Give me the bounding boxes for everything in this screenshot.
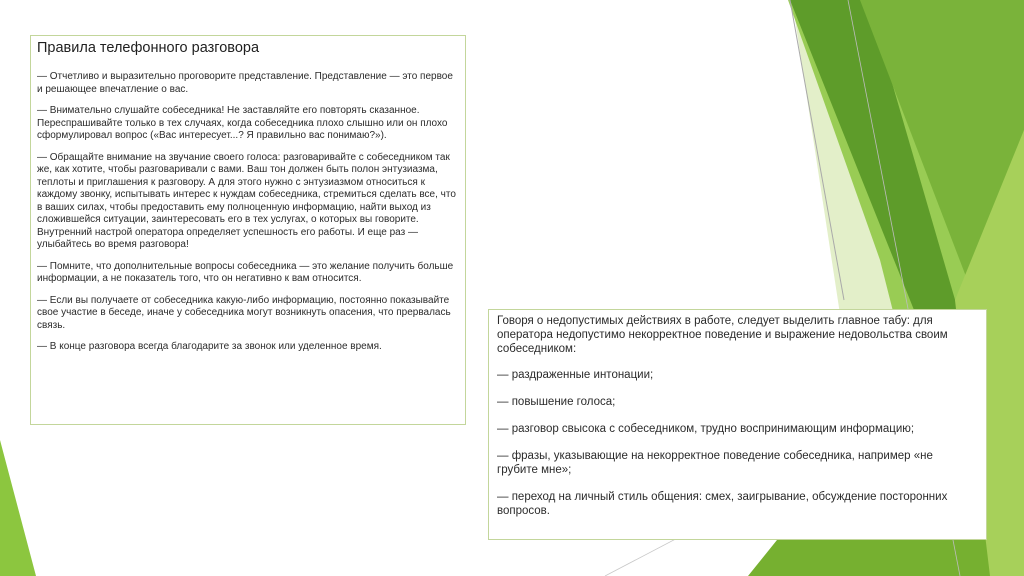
phone-rules-title: Правила телефонного разговора bbox=[37, 40, 260, 56]
rule-paragraph: — В конце разговора всегда благодарите за звонок или уделенное время. bbox=[37, 341, 382, 352]
taboo-item: — разговор свысока с собеседником, трудно воспринимающим информацию; bbox=[497, 423, 915, 435]
taboo-item: — переход на личный стиль общения: смех, заигрывание, обсуждение посторонних вопросов. bbox=[497, 491, 948, 517]
rule-paragraph: — Обращайте внимание на звучание своего голоса: разговаривайте с собеседником так же, как хотите, чтобы разговаривали с вами. Ваш тон должен быть полон энтузиазма, теплоты и приглашения к разговору. А для этого нужно с энтузиазмом относиться к каждому звонку, испытывать интерес к нуждам собеседника, стремиться сделать все, что в ваших силах, чтобы предоставить ему полноценную информацию, найти выход из сложившейся ситуации, заинтересовать его в тех услугах, о которых вы говорите. Внутренний настрой оператора определяет успешность его работы. И еще раз — улыбайтесь во время разговора! bbox=[37, 151, 456, 250]
rule-paragraph: — Если вы получаете от собеседника какую-либо информацию, постоянно показывайте свое участие в беседе, иначе у собеседника могут возникнуть опасения, что прервалась связь. bbox=[37, 294, 451, 331]
taboo-card bbox=[488, 309, 987, 540]
rule-paragraph: — Отчетливо и выразительно проговорите представление. Представление — это первое и решающее впечатление о вас. bbox=[37, 71, 453, 95]
taboo-item: — повышение голоса; bbox=[497, 396, 616, 408]
taboo-lead-text: Говоря о недопустимых действиях в работе, следует выделить главное табу: для оператора недопустимо некорректное поведение и выражение недовольства своим собеседником: bbox=[497, 315, 948, 355]
phone-rules-card bbox=[30, 35, 466, 425]
taboo-item: — фразы, указывающие на некорректное поведение собеседника, например «не грубите мне»; bbox=[497, 450, 933, 476]
rule-paragraph: — Внимательно слушайте собеседника! Не заставляйте его повторять сказанное. Переспрашивайте только в тех случаях, когда собеседника плохо слышно или он плохо сформулировал вопрос («Вас интересует...? Я правильно вас понимаю?»). bbox=[37, 105, 448, 141]
taboo-item: — раздраженные интонации; bbox=[497, 369, 654, 381]
rule-paragraph: — Помните, что дополнительные вопросы собеседника — это желание получить больше информации, а не показатель того, что он негативно к вам относится. bbox=[37, 260, 454, 284]
left-green-sliver bbox=[0, 440, 36, 576]
